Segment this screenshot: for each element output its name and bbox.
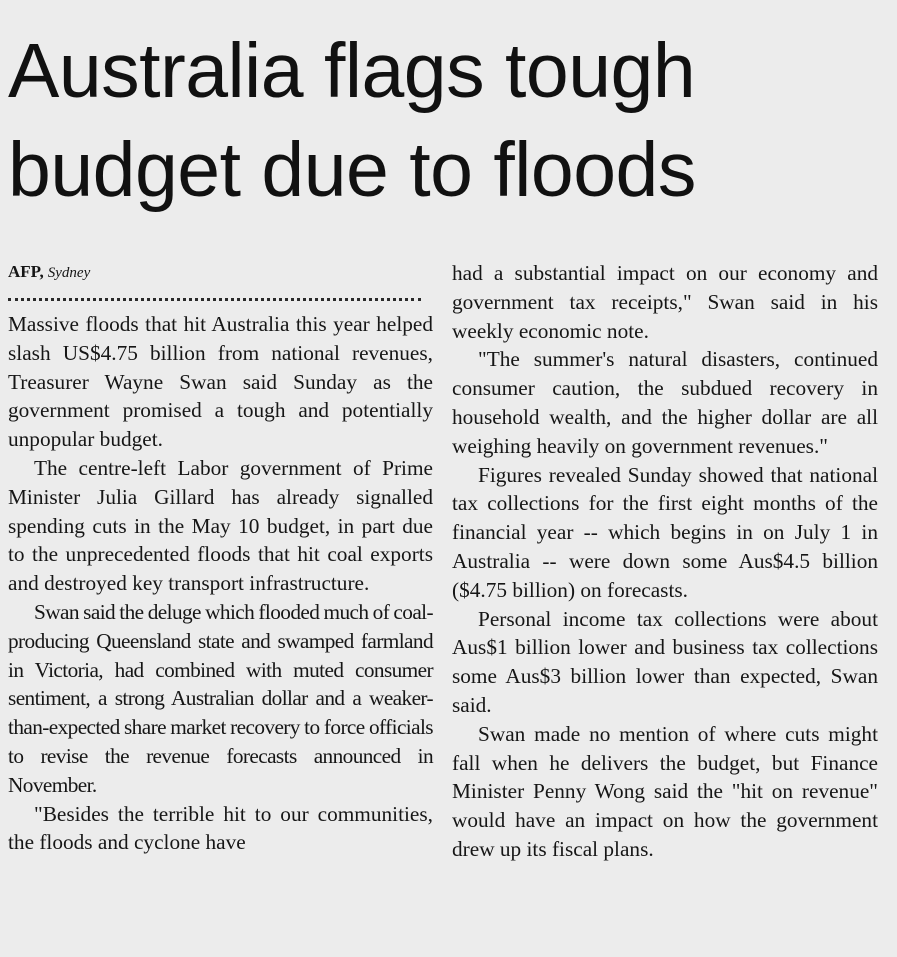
left-column <box>8 258 433 857</box>
paragraph: Personal income tax collections were about Aus$1 billion lower and business tax collections some Aus$3 billion lower than expected, Swan said. <box>452 606 878 717</box>
dotted-divider <box>8 298 421 301</box>
paragraph: Swan made no mention of where cuts might fall when he delivers the budget, but Finance Minister Penny Wong said the "hit on revenue" would have an impact on how the government drew up its fiscal plans. <box>452 721 878 861</box>
paragraph: Massive floods that hit Australia this year helped slash US$4.75 billion from national revenues, Treasurer Wayne Swan said Sunday as the government promised a tough and potentially unpopular budget. <box>8 312 433 452</box>
paragraph: had a substantial impact on our economy and government tax receipts," Swan said in his weekly economic note. <box>452 261 878 343</box>
paragraph: "Besides the terrible hit to our communities, the floods and cyclone have <box>8 801 433 855</box>
headline-line-1: Australia flags tough <box>8 28 696 114</box>
paragraph: Figures revealed Sunday showed that national tax collections for the first eight months of the financial year -- which begins in on July 1 in Australia -- were down some Aus$4.5 billion ($4.75 billion) on forecasts. <box>452 462 878 602</box>
paragraph: Swan said the deluge which flooded much of coal-producing Queensland state and swamped farmland in Victoria, had combined with muted consumer sentiment, a strong Australian dollar and a weaker-than-expected share market recovery to force officials to revise the revenue forecasts announced in November. <box>8 599 433 797</box>
headline-line-2: budget due to floods <box>8 127 696 213</box>
paragraph: "The summer's natural disasters, continued consumer caution, the subdued recovery in household wealth, and the higher dollar are all weighing heavily on government revenues." <box>452 347 878 458</box>
paragraph: The centre-left Labor government of Prime Minister Julia Gillard has already signalled spending cuts in the May 10 budget, in part due to the unprecedented floods that hit coal exports and destroyed key transport infrastructure. <box>8 455 433 596</box>
byline-location: Sydney <box>47 265 91 281</box>
right-column <box>452 259 878 864</box>
headline <box>8 22 893 220</box>
byline <box>8 258 433 290</box>
byline-agency: AFP, <box>8 262 44 281</box>
